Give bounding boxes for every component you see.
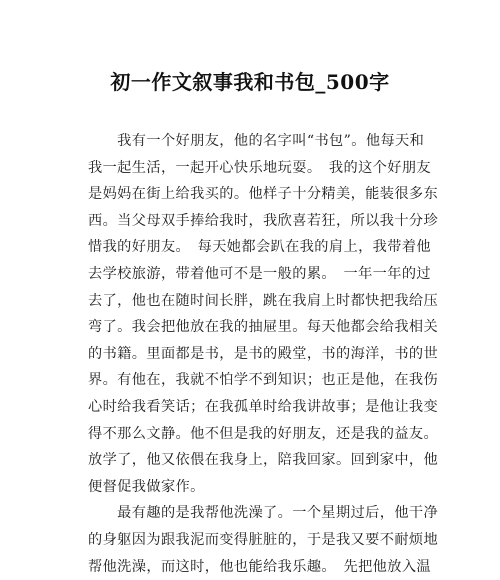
essay-body	[88, 128, 424, 580]
text-line: 心时给我看笑话；在我孤单时给我讲故事；是他让我变	[88, 394, 424, 421]
text-line: 我有一个好朋友，他的名字叫“书包”。他每天和	[88, 128, 424, 155]
text-line: 弯了。我会把他放在我的抽屉里。每天他都会给我相关	[88, 314, 424, 341]
text-line: 惜我的好朋友。 每天她都会趴在我的肩上，我带着他	[88, 234, 424, 261]
text-line: 去了，他也在随时间长胖，跳在我肩上时都快把我给压	[88, 288, 424, 315]
text-line: 帮他洗澡，而这时，他也能给我乐趣。 先把他放入温	[88, 554, 424, 580]
text-line: 去学校旅游，带着他可不是一般的累。 一年一年的过	[88, 261, 424, 288]
page-title: 初一作文叙事我和书包_500字	[0, 66, 500, 95]
text-line: 的书籍。里面都是书，是书的殿堂，书的海洋，书的世	[88, 341, 424, 368]
text-line: 放学了，他又依偎在我身上，陪我回家。回到家中，他	[88, 447, 424, 474]
text-line: 便督促我做家作。	[88, 474, 424, 501]
text-line: 得不那么文静。他不但是我的好朋友，还是我的益友。	[88, 421, 424, 448]
text-line: 是妈妈在街上给我买的。他样子十分精美，能装很多东	[88, 181, 424, 208]
text-line: 西。当父母双手捧给我时，我欣喜若狂，所以我十分珍	[88, 208, 424, 235]
text-line: 的身躯因为跟我泥而变得脏脏的，于是我又要不耐烦地	[88, 527, 424, 554]
text-line: 我一起生活，一起开心快乐地玩耍。 我的这个好朋友	[88, 155, 424, 182]
text-line: 最有趣的是我帮他洗澡了。一个星期过后，他干净	[88, 500, 424, 527]
text-line: 界。有他在，我就不怕学不到知识；也正是他，在我伤	[88, 367, 424, 394]
